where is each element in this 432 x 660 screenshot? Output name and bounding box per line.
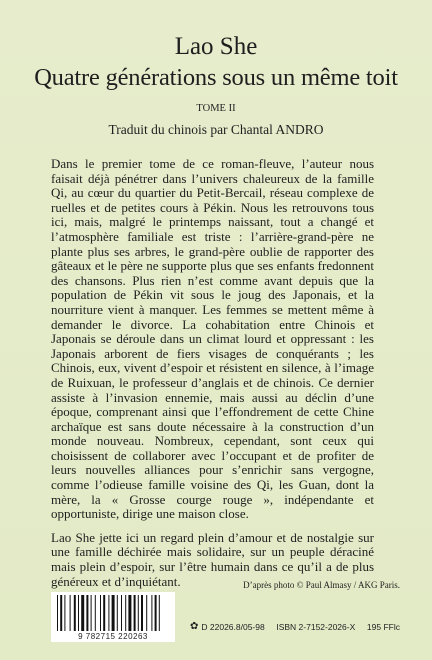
barcode-bar xyxy=(86,595,88,631)
barcode-bar xyxy=(125,595,126,631)
barcode-bar xyxy=(103,595,105,631)
barcode-bar xyxy=(134,595,136,631)
barcode-bar xyxy=(112,595,115,631)
barcode-bar xyxy=(138,595,139,631)
barcode-bar xyxy=(81,595,84,631)
barcode-bars xyxy=(57,595,169,631)
barcode-bar xyxy=(60,595,62,631)
footer-info xyxy=(190,622,400,632)
synopsis xyxy=(51,157,374,598)
barcode-bar xyxy=(117,595,118,631)
barcode-bar xyxy=(151,595,152,631)
barcode-bar xyxy=(100,595,101,631)
barcode-bar xyxy=(57,595,58,631)
author-name: Lao She xyxy=(174,33,258,60)
barcode-bar xyxy=(108,595,109,631)
barcode-bar xyxy=(141,595,143,631)
isbn: ISBN 2-7152-2026-X xyxy=(276,622,356,632)
barcode-bar xyxy=(128,595,131,631)
photo-credit: D’après photo © Paul Almasy / AKG Paris. xyxy=(243,580,400,590)
barcode-bar xyxy=(70,595,71,631)
barcode-bar xyxy=(91,595,92,631)
legal-deposit xyxy=(190,622,265,632)
barcode-bar xyxy=(74,595,76,631)
flower-icon: ✿ xyxy=(190,621,199,632)
barcode-bar xyxy=(155,595,157,631)
synopsis-paragraph-2: Lao She jette ici un regard plein d’amour et de nostalgie sur une famille déchirée mais solidaire, sur un peuple déraciné mais plein d’espoir, sur l’être humain dans ce qu’il a de plus généreux et d’inquiétant. xyxy=(51,529,374,589)
barcode-bar xyxy=(121,595,122,631)
book-title: Quatre générations sous un même toit xyxy=(34,64,398,91)
price: 195 FFlc xyxy=(366,622,400,632)
barcode-bar xyxy=(95,595,96,631)
legal-deposit-code: D 22026.8/05-98 xyxy=(201,622,265,632)
synopsis-paragraph-1: Dans le premier tome de ce roman-fleuve, l’auteur nous faisait déjà pénétrer dans l’univers chaleureux de la famille Qi, au cœur du quartier du Petit-Bercail, réseau complexe de ruelles et de petites cours à Pékin. Nous les retrouvons tous ici, mais, malgré le printemps naissant, tout a changé et l’atmosphère familiale est triste : l’arrière-grand-père ne plante plus ses arbres, le grand-père oublie de rapporter des gâteaux et le père ne supporte plus que ses enfants fredonnent des chansons. Plus rien n’est comme avant depuis que la population de Pékin vit sous le joug des Japonais, et la nourriture vient à manquer. Les femmes se mettent même à demander le divorce. La cohabitation entre Chinois et Japonais se déroule dans un climat lourd et oppressant : les Japonais arborent de fiers visages de conquérants ; les Chinois, eux, vivent d’espoir et résistent en silence, à l’image de Ruixuan, le professeur d’anglais et de chinois. Ce dernier assiste à l’invasion ennemie, mais aussi au déclin d’une époque, comprenant ainsi que l’effondrement de cette Chine archaïque est sans doute nécessaire à la construction d’un monde nouveau. Nombreux, cependant, sont ceux qui choisissent de collaborer avec l’occupant et de profiter de leurs nouvelles alliances pour s’enrichir sans vergogne, comme l’odieuse famille voisine des Qi, les Guan, dont la mère, la « Grosse courge rouge », indépendante et opportuniste, dirige une maison close. xyxy=(51,156,374,522)
barcode-bar xyxy=(146,595,147,631)
tome-label: TOME II xyxy=(196,103,236,114)
barcode-number: 9 782715 220263 xyxy=(78,632,148,641)
barcode-bar xyxy=(159,595,160,631)
barcode-bar xyxy=(78,595,79,631)
barcode-bar xyxy=(64,595,65,631)
translator-line: Traduit du chinois par Chantal ANDRO xyxy=(108,122,324,137)
barcode xyxy=(51,592,175,642)
